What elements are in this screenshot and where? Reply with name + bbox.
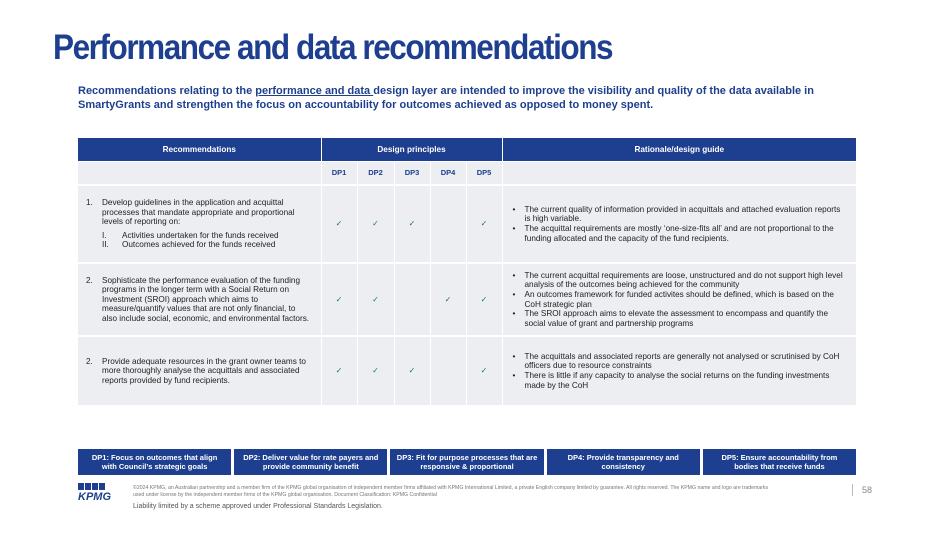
rationale-list (511, 205, 849, 243)
liability-notice: Liability limited by a scheme approved under Professional Standards Legislation. (133, 503, 383, 510)
dp2-check-cell (357, 336, 394, 405)
rationale-cell (502, 336, 856, 405)
sublist-numeral: I. (102, 230, 107, 240)
dp2-legend-box: DP2: Deliver value for rate payers and provide community benefit (234, 449, 387, 475)
header-design-principles: Design principles (321, 138, 502, 162)
recommendation-sublist (102, 231, 313, 250)
table-row (78, 336, 856, 405)
checkmark-icon: ✓ (372, 219, 379, 229)
legal-notice: ©2024 KPMG, an Australian partnership and a member firm of the KPMG global organisation of independent member firms affiliated with KPMG International Limited, a private English company limited by guarantee. All rights reserved. The KPMG name and logo are trademarks used under license by the independent member firms of the KPMG global organisation. Document Classification: KPMG Confidential (133, 485, 769, 498)
header-recommendations: Recommendations (78, 138, 321, 162)
rationale-bullet: • The current quality of information provided in acquittals and attached evaluation reports is high variable. (511, 205, 849, 224)
dp3-check-cell (394, 336, 430, 405)
dp3-legend-box: DP3: Fit for purpose processes that are responsive & proportional (390, 449, 543, 475)
dp2-check-cell (357, 185, 394, 263)
dp1-check-cell (321, 263, 357, 336)
dp4-check-cell (430, 263, 466, 336)
checkmark-icon: ✓ (444, 294, 452, 304)
page-number: 58 (862, 485, 873, 495)
checkmark-icon: ✓ (372, 294, 379, 304)
dp5-check-cell (466, 336, 502, 405)
checkmark-icon: ✓ (335, 219, 343, 229)
intro-highlight: performance and data (255, 85, 374, 97)
checkmark-icon: ✓ (408, 219, 416, 229)
dp1-check-cell (321, 336, 357, 405)
rationale-bullet: • An outcomes framework for funded activites should be defined, which is based on the CoH strategic plan (511, 290, 849, 309)
checkmark-icon: ✓ (480, 294, 488, 304)
checkmark-icon: ✓ (335, 366, 343, 376)
recommendation-number: 2. (86, 275, 93, 285)
dp-label: DP3 (394, 162, 430, 186)
dp-label-spacer (502, 162, 856, 186)
recommendation-number: 1. (86, 198, 93, 208)
dp2-check-cell (357, 263, 394, 336)
dp-label: DP2 (357, 162, 394, 186)
rationale-bullet: • The current acquittal requirements are loose, unstructured and do not support high level analysis of the outcomes being achieved for the community (511, 271, 849, 290)
dp-label-spacer (78, 162, 321, 186)
kpmg-logo (78, 483, 120, 501)
checkmark-icon: ✓ (480, 219, 488, 229)
kpmg-logo-text: KPMG (78, 491, 111, 501)
dp4-check-cell (430, 185, 466, 263)
dp-label: DP1 (321, 162, 357, 186)
table-row (78, 185, 856, 263)
recommendation-cell (78, 336, 321, 405)
dp5-check-cell (466, 185, 502, 263)
sublist-text: Activities undertaken for the funds received (122, 230, 279, 240)
header-rationale: Rationale/design guide (502, 138, 856, 162)
intro-text-end: design layer are intended to improve the visibility and quality of the data available in SmartyGrants and strengthen the focus on accountability for outcomes achieved as opposed to money spent. (78, 85, 814, 111)
recommendation-number: 2. (86, 356, 93, 366)
intro-paragraph (78, 84, 838, 112)
sublist-item (102, 240, 313, 250)
rationale-list (511, 271, 849, 329)
sublist-numeral: II. (102, 240, 109, 250)
intro-text-start: Recommendations relating to the (78, 85, 256, 97)
table-row (78, 263, 856, 336)
dp4-check-cell (430, 336, 466, 405)
rationale-bullet: • The acquittal requirements are mostly ‘one-size-fits all’ and are not proportional to the funding allocated and the capacity of the fund recipients. (511, 224, 849, 243)
dp1-check-cell (321, 185, 357, 263)
page-divider (852, 484, 853, 496)
recommendations-table (78, 138, 856, 405)
dp3-check-cell (394, 263, 430, 336)
recommendation-cell (78, 263, 321, 336)
rationale-bullet: • The acquittals and associated reports are generally not analysed or scrutinised by CoH officers due to resource constraints (511, 352, 849, 371)
rationale-cell (502, 185, 856, 263)
checkmark-icon: ✓ (408, 366, 416, 376)
checkmark-icon: ✓ (372, 366, 379, 376)
dp4-legend-box: DP4: Provide transparency and consistency (547, 449, 700, 475)
rationale-list (511, 352, 849, 390)
checkmark-icon: ✓ (335, 294, 343, 304)
dp-label: DP4 (430, 162, 466, 186)
rationale-bullet: • The SROI approach aims to elevate the assessment to encompass and quantify the social value of grant and partnership programs (511, 309, 849, 328)
rationale-bullet: • There is little if any capacity to analyse the social returns on the funding investments made by the CoH (511, 371, 849, 390)
checkmark-icon: ✓ (480, 366, 488, 376)
recommendation-cell (78, 185, 321, 263)
sublist-item (102, 231, 313, 241)
recommendation-text: Develop guidelines in the application and acquittal processes that mandate appropriate and proportional levels of reporting on: (102, 198, 295, 227)
recommendation-text: Sophisticate the performance evaluation of the funding programs in the longer term with a Social Return on Investment (SROI) approach which aims to measure/quantify values that are not only financial, to also include social, economic, and environmental factors. (102, 275, 310, 323)
dp3-check-cell (394, 185, 430, 263)
dp5-legend-box: DP5: Ensure accountability from bodies that receive funds (703, 449, 856, 475)
page-title: Performance and data recommendations (53, 28, 613, 67)
dp5-check-cell (466, 263, 502, 336)
rationale-cell (502, 263, 856, 336)
table-body (78, 162, 856, 406)
sublist-text: Outcomes achieved for the funds received (122, 240, 276, 250)
design-principles-legend (78, 449, 856, 475)
dp-label: DP5 (466, 162, 502, 186)
recommendation-text: Provide adequate resources in the grant owner teams to more thoroughly analyse the acquittals and associated reports provided by fund recipients. (102, 356, 306, 385)
dp1-legend-box: DP1: Focus on outcomes that align with Council’s strategic goals (78, 449, 231, 475)
dp-label-row (78, 162, 856, 186)
